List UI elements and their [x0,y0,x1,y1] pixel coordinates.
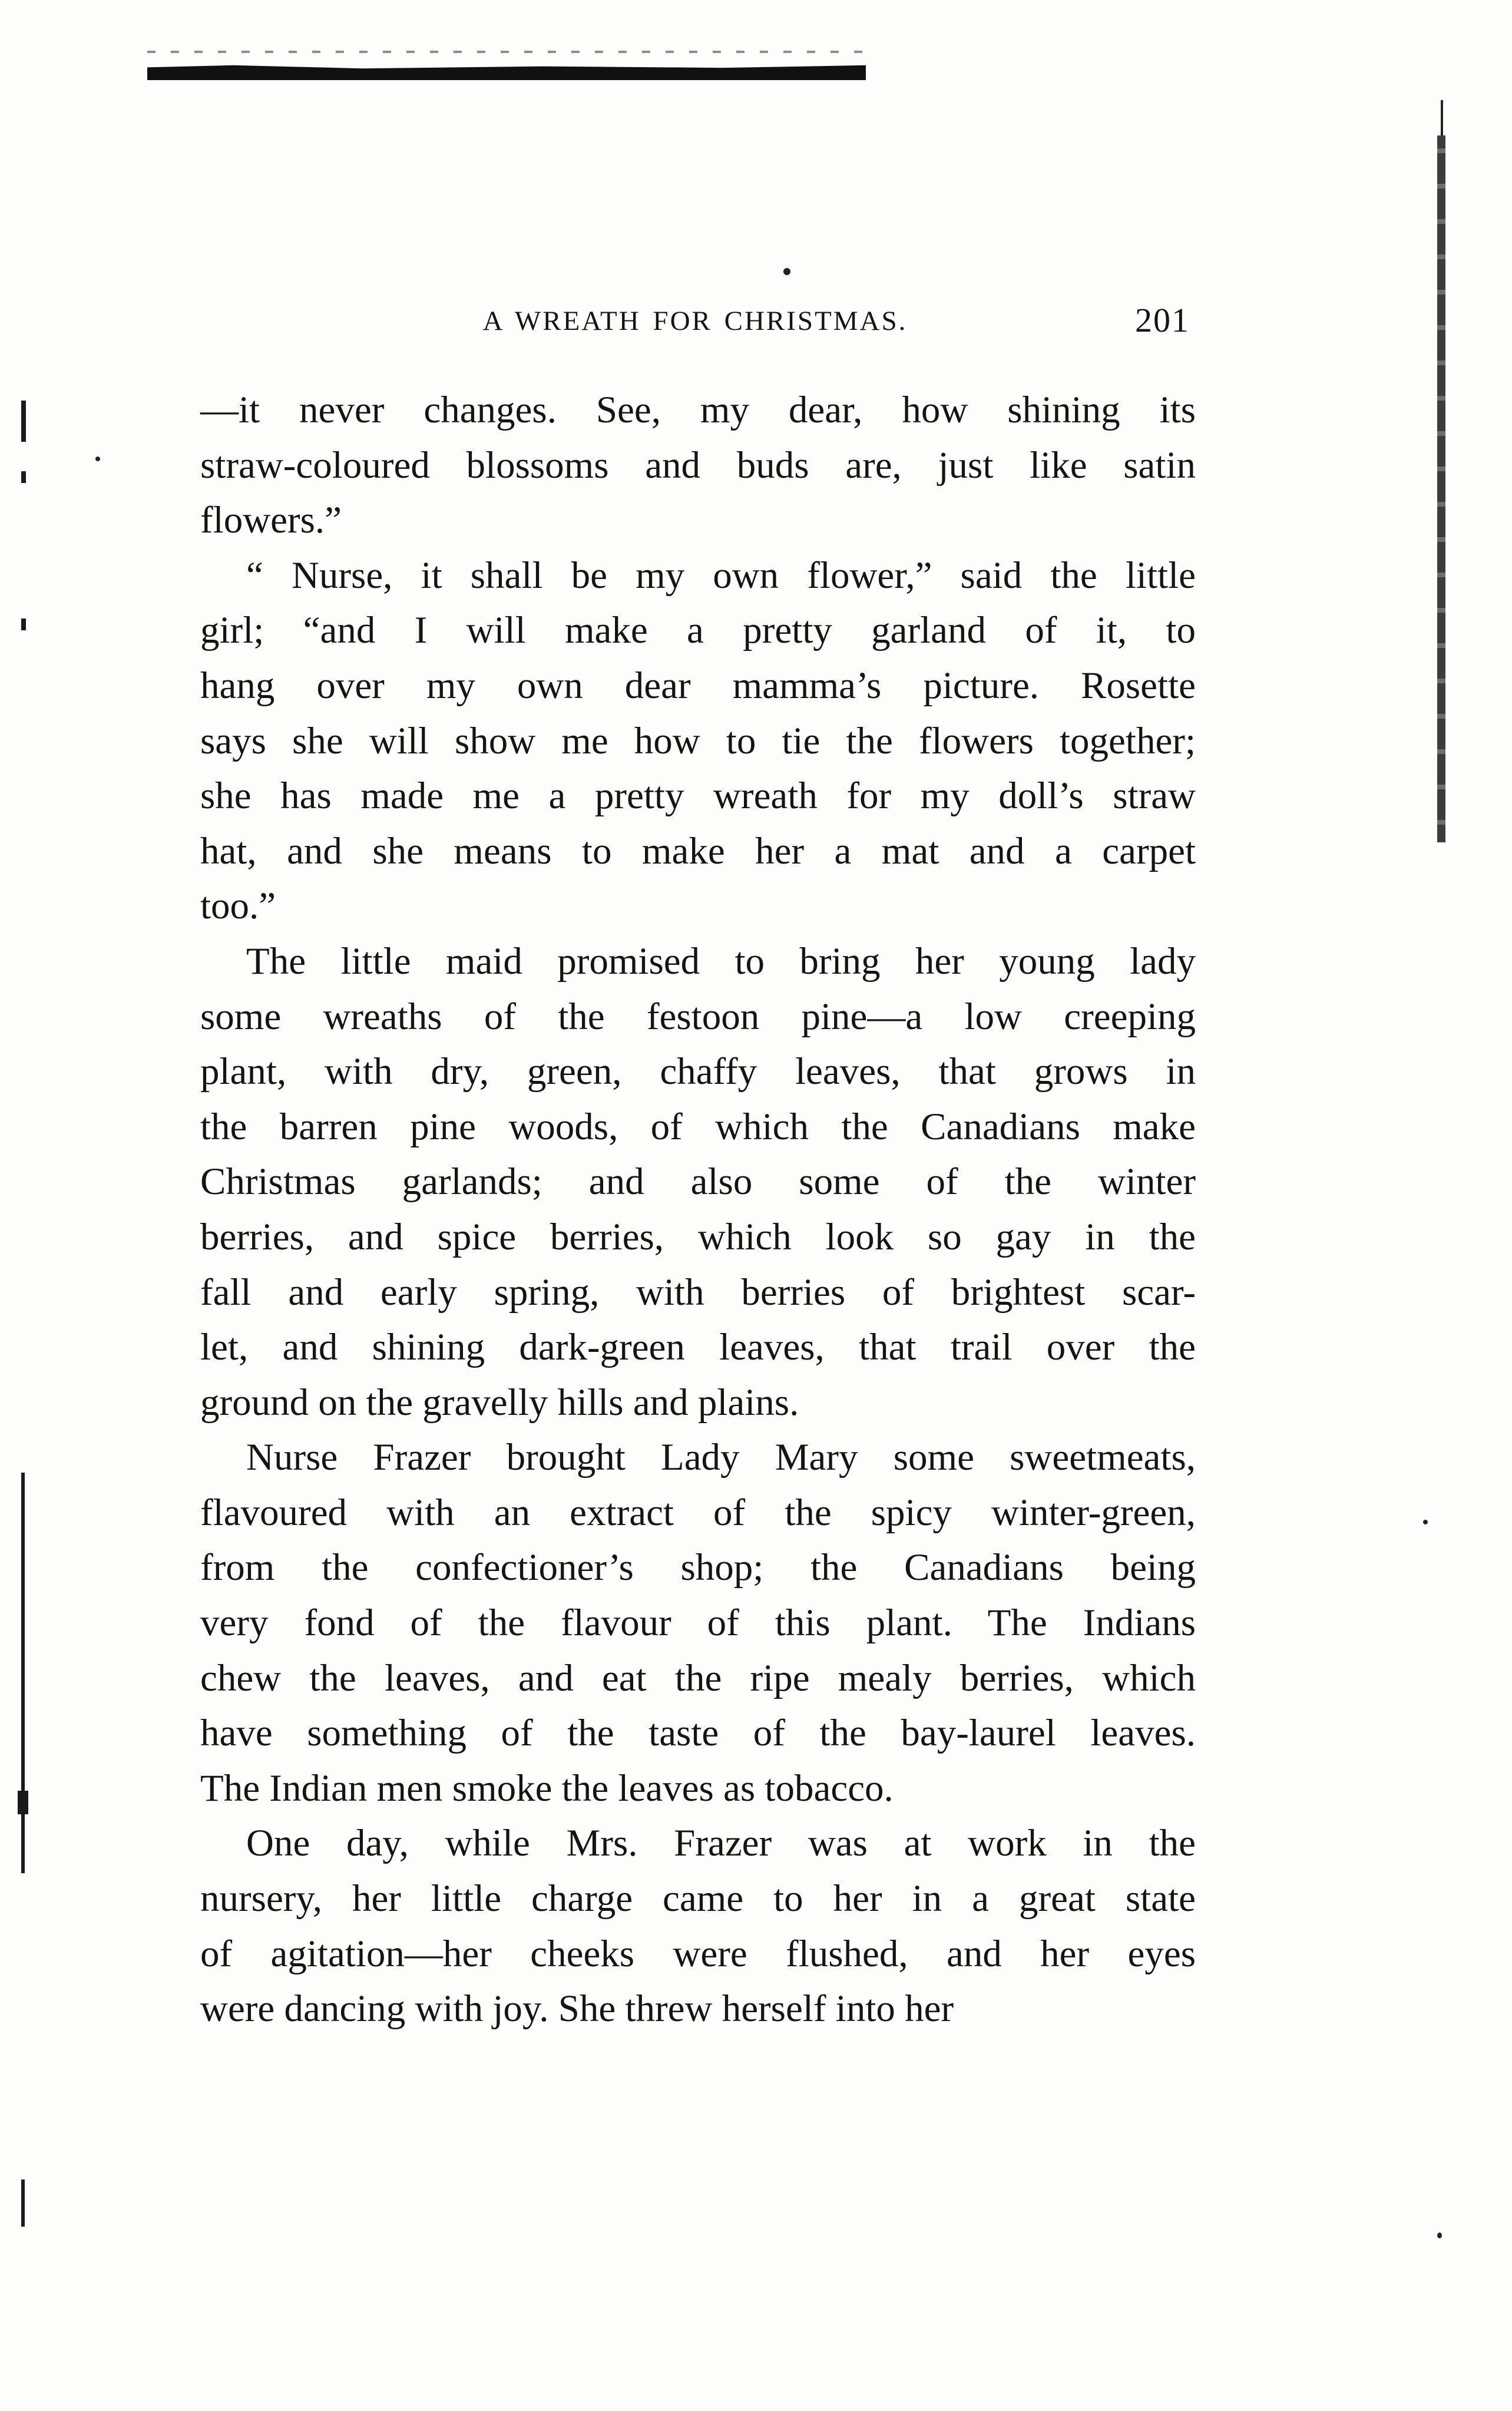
page-number: 201 [1135,301,1190,339]
text-line: chew the leaves, and eat the ripe mealy berries, which [200,1656,1196,1699]
paragraph [200,383,1196,548]
text-line: nursery, her little charge came to her in a great state [200,1877,1196,1920]
text-line: hat, and she means to make her a mat and a carpet [200,829,1196,872]
text-line: One day, while Mrs. Frazer was at work in the [246,1822,1196,1865]
left-edge-mark [21,619,26,630]
text-line: too.” [200,885,276,928]
paragraph [200,934,1196,1430]
text-line: Nurse Frazer brought Lady Mary some sweetmeats, [246,1436,1196,1479]
left-edge-mark [21,471,26,483]
ink-speck [1423,1520,1428,1524]
page-edge-mark [1441,100,1443,135]
text-line: “ Nurse, it shall be my own flower,” said the little [246,554,1196,597]
text-line: ground on the gravelly hills and plains. [200,1381,799,1424]
text-line: fall and early spring, with berries of brightest scar- [200,1271,1196,1314]
text-line: the barren pine woods, of which the Canadians make [200,1105,1196,1148]
scan-artifact-line [147,51,866,53]
text-line: The little maid promised to bring her young lady [246,940,1196,983]
paragraph [200,1430,1196,1816]
text-line: hang over my own dear mamma’s picture. Rosette [200,664,1196,707]
ink-speck [783,268,790,275]
text-line: says she will show me how to tie the flowers together; [200,719,1196,762]
text-line: were dancing with joy. She threw herself into her [200,1987,954,2030]
text-line: flowers.” [200,499,342,542]
left-edge-mark [21,2180,25,2227]
body-text [200,383,1196,2037]
running-title: A WREATH FOR CHRISTMAS. [482,306,908,336]
text-line: girl; “and I will make a pretty garland of it, to [200,609,1196,652]
ink-speck [1437,2233,1442,2238]
text-line: —it never changes. See, my dear, how shining its [200,389,1196,431]
paragraph [200,548,1196,934]
paragraph [200,1816,1196,2036]
scan-artifact-bar [147,59,866,80]
text-line: berries, and spice berries, which look so gay in the [200,1215,1196,1258]
text-line: some wreaths of the festoon pine—a low creeping [200,995,1196,1038]
text-line: Christmas garlands; and also some of the winter [200,1160,1196,1203]
text-line: she has made me a pretty wreath for my doll’s straw [200,775,1196,818]
page-edge-shadow [1437,135,1445,842]
text-line: The Indian men smoke the leaves as tobacco. [200,1767,894,1810]
running-head [200,301,1190,352]
text-line: have something of the taste of the bay-laurel leaves. [200,1712,1196,1755]
text-line: let, and shining dark-green leaves, that trail over the [200,1326,1196,1369]
text-line: from the confectioner’s shop; the Canadians being [200,1546,1196,1589]
text-line: flavoured with an extract of the spicy winter-green, [200,1491,1196,1534]
text-line: of agitation—her cheeks were flushed, and her eyes [200,1932,1196,1975]
ink-speck [95,457,100,461]
text-line: very fond of the flavour of this plant. The Indians [200,1602,1196,1645]
text-line: plant, with dry, green, chaffy leaves, that grows in [200,1050,1196,1093]
left-edge-mark [18,1791,28,1814]
left-edge-mark [21,401,26,442]
text-line: straw-coloured blossoms and buds are, just like satin [200,444,1196,487]
